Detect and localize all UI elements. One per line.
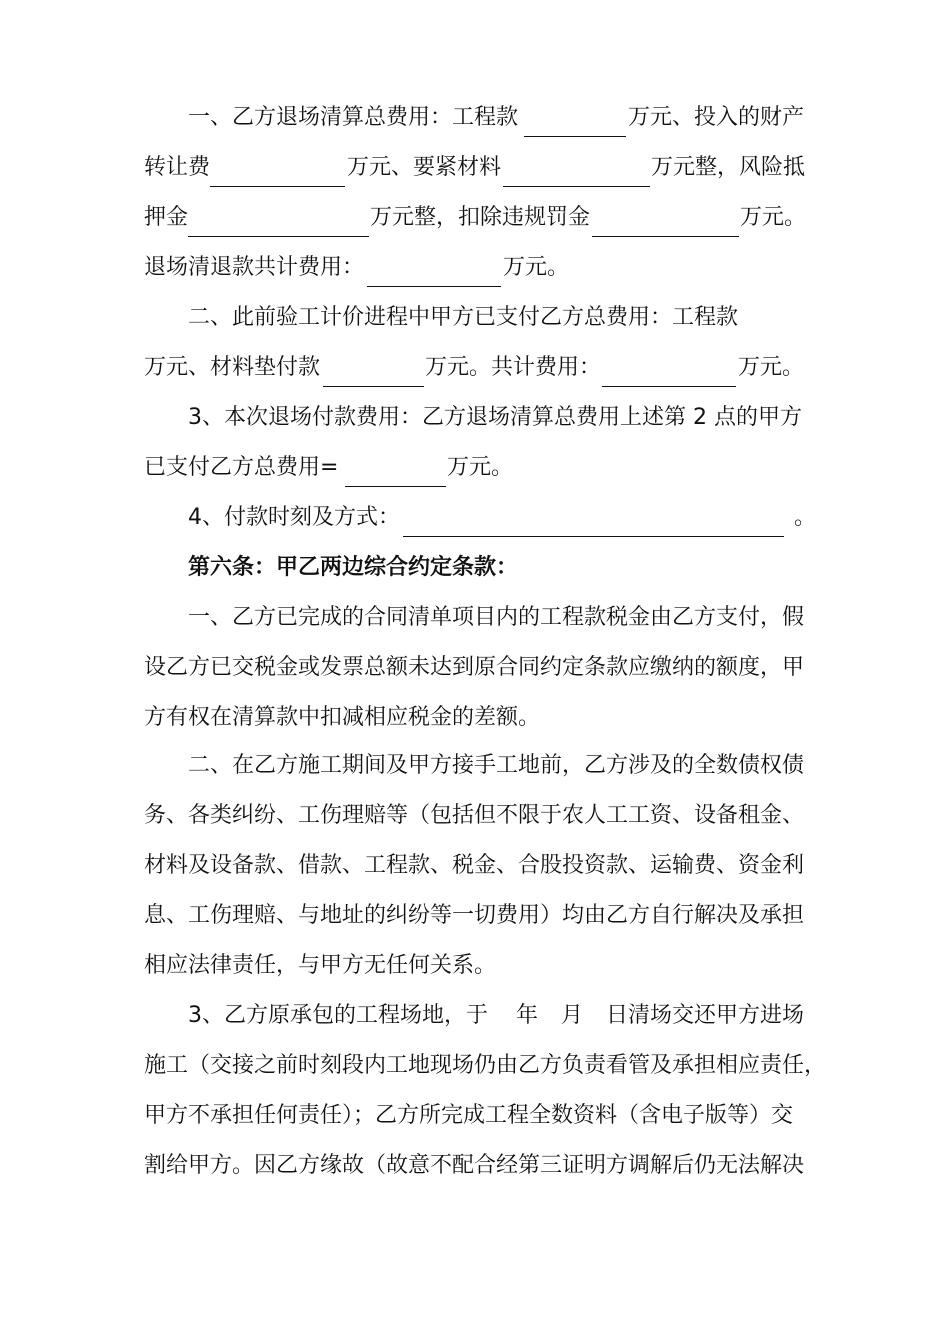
text-line [0, 498, 950, 538]
line-text: 材料及设备款、借款、工程款、税金、合股投资款、运输费、资金利 [144, 853, 805, 878]
text-line [0, 746, 950, 786]
text-line [0, 1096, 950, 1136]
line-text: 万元、材料垫付款 [144, 355, 321, 380]
line-text: 万元。 [738, 355, 805, 380]
text-line [0, 248, 950, 288]
line-text: 一、乙方退场清算总费用：工程款 [188, 105, 519, 130]
line-text: 一、乙方已完成的合同清单项目内的工程款税金由乙方支付，假 [188, 605, 805, 630]
text-line [0, 846, 950, 886]
line-text: 万元整，扣除违规罚金 [370, 205, 591, 230]
text-line [0, 348, 950, 388]
line-text: 转让费 [144, 155, 211, 180]
line-text: 月 [561, 1003, 584, 1028]
fill-blank [602, 386, 736, 387]
fill-blank [345, 486, 446, 487]
section-heading [0, 548, 950, 588]
line-text: 日清场交还甲方进场 [606, 1003, 805, 1028]
text-line [0, 148, 950, 188]
line-text: 割给甲方。因乙方缘故（故意不配合经第三证明方调解后仍无法解决 [144, 1153, 805, 1178]
text-line [0, 796, 950, 836]
text-line [0, 946, 950, 986]
text-line [0, 896, 950, 936]
fill-blank [210, 186, 345, 187]
heading-text: 第六条：甲乙两边综合约定条款： [188, 555, 519, 580]
text-line [0, 398, 950, 438]
line-text: 万元。 [447, 455, 514, 480]
line-text: 万元、要紧材料 [347, 155, 502, 180]
line-text: 万元、投入的财产 [628, 105, 805, 130]
line-text: 息、工伤理赔、与地址的纠纷等一切费用）均由乙方自行解决及承担 [144, 903, 805, 928]
fill-blank [503, 186, 650, 187]
fill-blank [188, 236, 369, 237]
fill-blank [592, 236, 739, 237]
line-text: 施工（交接之前时刻段内工地现场仍由乙方负责看管及承担相应责任， [144, 1053, 827, 1078]
line-text: 。 [794, 505, 817, 530]
text-line [0, 298, 950, 338]
fill-blank [367, 286, 501, 287]
line-text: 3、本次退场付款费用：乙方退场清算总费用上述第 2 点的甲方 [188, 405, 802, 430]
line-text: 万元。 [740, 205, 807, 230]
fill-blank [403, 536, 784, 537]
line-text: 押金 [144, 205, 189, 230]
line-text: 退场清退款共计费用： [144, 255, 365, 280]
line-text: 已支付乙方总费用= [144, 455, 339, 480]
line-text: 二、在乙方施工期间及甲方接手工地前，乙方涉及的全数债权债 [188, 753, 805, 778]
line-text: 3、乙方原承包的工程场地，于 [188, 1003, 488, 1028]
line-text: 方有权在清算款中扣减相应税金的差额。 [144, 705, 541, 730]
line-text: 万元整，风险抵 [651, 155, 806, 180]
text-line [0, 648, 950, 688]
fill-blank [323, 386, 424, 387]
line-text: 年 [516, 1003, 539, 1028]
text-line [0, 198, 950, 238]
line-text: 二、此前验工计价进程中甲方已支付乙方总费用：工程款 [188, 305, 739, 330]
text-line [0, 598, 950, 638]
line-text: 务、各类纠纷、工伤理赔等（包括但不限于农人工工资、设备租金、 [144, 803, 805, 828]
line-text: 设乙方已交税金或发票总额未达到原合同约定条款应缴纳的额度，甲 [144, 655, 805, 680]
line-text: 万元。 [503, 255, 570, 280]
fill-blank [524, 136, 626, 137]
line-text: 4、付款时刻及方式： [188, 505, 400, 530]
text-line [0, 1046, 950, 1086]
text-line [0, 698, 950, 738]
text-line [0, 1146, 950, 1186]
line-text: 甲方不承担任何责任）；乙方所完成工程全数资料（含电子版等）交 [144, 1103, 794, 1128]
line-text: 万元。共计费用： [425, 355, 602, 380]
text-line [0, 448, 950, 488]
text-line [0, 98, 950, 138]
line-text: 相应法律责任，与甲方无任何关系。 [144, 953, 497, 978]
text-line [0, 996, 950, 1036]
